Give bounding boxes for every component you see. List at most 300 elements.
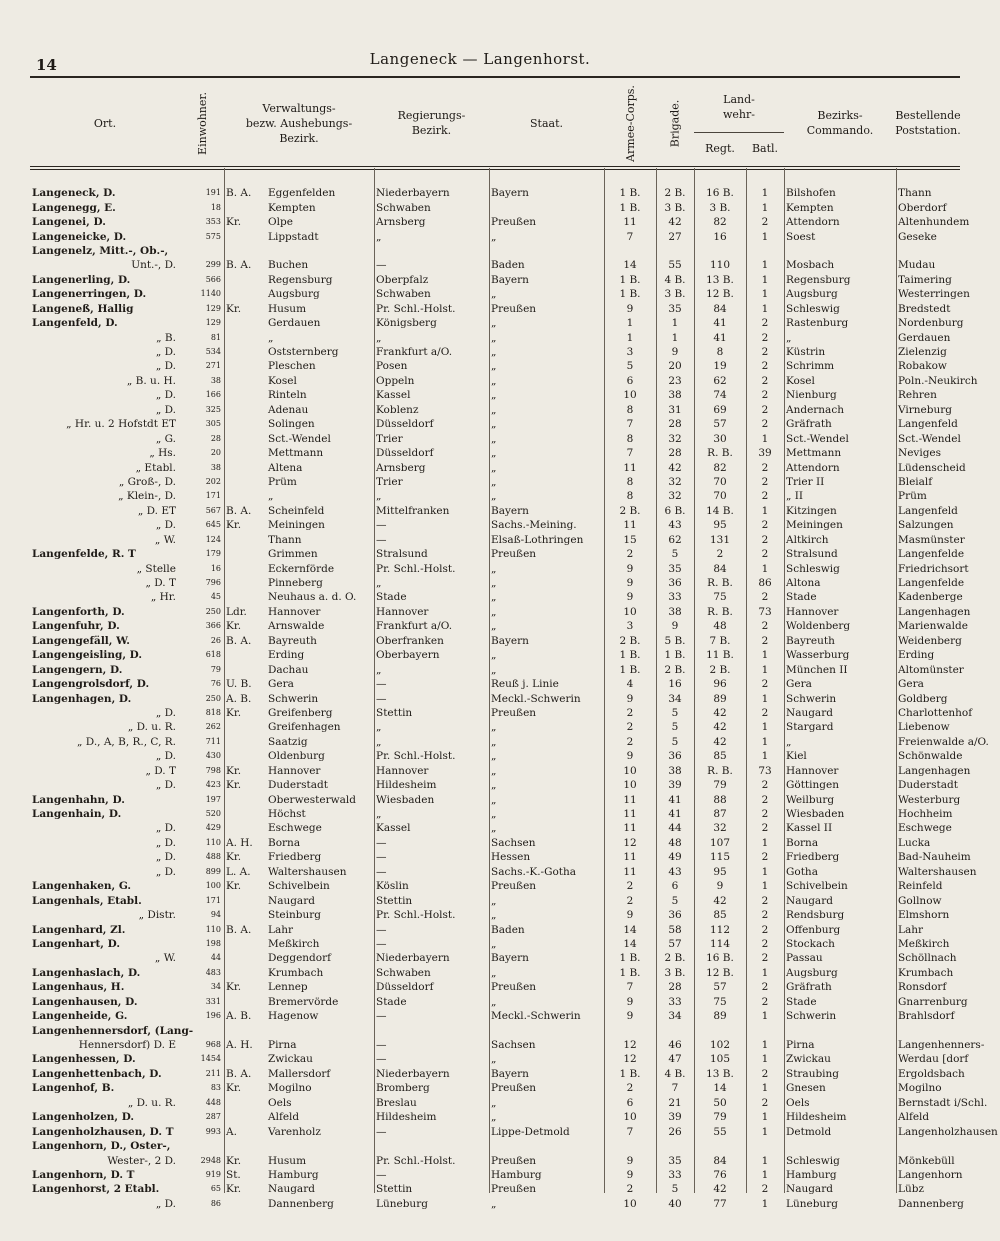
- table-row: [30, 1009, 960, 1023]
- cell-regierung: —: [376, 1168, 387, 1181]
- table-row: [30, 446, 960, 460]
- cell-regt: 82: [713, 461, 727, 474]
- cell-bezirks-commando: Gräfrath: [786, 981, 832, 994]
- cell-armeecorps: 1 B.: [619, 187, 641, 200]
- cell-bezirks-commando: Gräfrath: [786, 418, 832, 431]
- cell-brigade: 48: [668, 836, 682, 849]
- cell-ort: Langenhard, Zl.: [32, 923, 126, 936]
- cell-batl: 1: [761, 1111, 769, 1124]
- header-regt: Regt.: [705, 141, 735, 155]
- cell-armeecorps: 8: [626, 403, 634, 416]
- cell-poststation: Charlottenhof: [898, 706, 973, 719]
- cell-verwaltung: Meßkirch: [268, 937, 320, 950]
- cell-batl: 1: [761, 692, 769, 705]
- cell-poststation: Ronsdorf: [898, 981, 947, 994]
- cell-batl: 1: [761, 1125, 769, 1138]
- cell-einwohner: 18: [210, 202, 221, 212]
- table-row: [30, 1023, 960, 1037]
- cell-regt: 42: [713, 706, 727, 719]
- cell-regierung: Hildesheim: [376, 779, 437, 792]
- cell-bezirks-commando: Borna: [786, 836, 819, 849]
- cell-ort: Langenhaken, G.: [32, 880, 132, 893]
- cell-bezirk-type: Kr.: [226, 706, 242, 719]
- cell-regierung: Hannover: [376, 605, 429, 618]
- cell-bezirks-commando: Gotha: [786, 865, 818, 878]
- cell-regierung: Düsseldorf: [376, 418, 434, 431]
- table-row: [30, 330, 960, 344]
- cell-bezirks-commando: Kassel II: [786, 822, 833, 835]
- cell-batl: 2: [761, 317, 769, 330]
- cell-regierung: Stade: [376, 591, 407, 604]
- cell-regt: 88: [713, 793, 727, 806]
- cell-bezirks-commando: Nienburg: [786, 389, 837, 402]
- cell-bezirks-commando: Rastenburg: [786, 317, 849, 330]
- cell-staat: „: [491, 288, 497, 301]
- cell-einwohner: 711: [205, 736, 221, 746]
- cell-brigade: 21: [668, 1096, 682, 1109]
- cell-brigade: 34: [668, 1010, 682, 1023]
- cell-regt: 16: [713, 230, 727, 243]
- cell-brigade: 39: [668, 779, 682, 792]
- cell-einwohner: 575: [205, 231, 221, 241]
- cell-bezirk-type: [224, 533, 266, 547]
- cell-einwohner: 110: [205, 924, 221, 934]
- table-row: [30, 605, 960, 619]
- cell-staat: „: [491, 735, 497, 748]
- table-row: [30, 359, 960, 373]
- cell-armeecorps: 10: [623, 1111, 637, 1124]
- table-row: [30, 561, 960, 575]
- cell-einwohner: 110: [205, 837, 221, 847]
- cell-verwaltung: Steinburg: [268, 909, 321, 922]
- cell-staat: „: [491, 721, 497, 734]
- cell-batl: 2: [761, 403, 769, 416]
- header-armeecorps: Armee-Corps.: [623, 84, 637, 162]
- table-row: [30, 460, 960, 474]
- cell-brigade: 32: [668, 475, 682, 488]
- cell-verwaltung: Zwickau: [268, 1053, 313, 1066]
- cell-poststation: Dannenberg: [898, 1197, 964, 1210]
- cell-armeecorps: 9: [626, 909, 634, 922]
- cell-regt: 114: [709, 937, 731, 950]
- cell-staat: Preußen: [491, 1183, 537, 1196]
- cell-brigade: 31: [668, 403, 682, 416]
- cell-brigade: 33: [668, 1168, 682, 1181]
- cell-regierung: „: [376, 331, 382, 344]
- table-row: [30, 995, 960, 1009]
- cell-regt: R. B.: [707, 764, 733, 777]
- cell-batl: 2: [761, 1096, 769, 1109]
- cell-bezirk-type: [224, 403, 266, 417]
- cell-armeecorps: 1: [626, 317, 634, 330]
- cell-regierung: —: [376, 865, 387, 878]
- cell-armeecorps: 10: [623, 389, 637, 402]
- cell-poststation: Salzungen: [898, 519, 954, 532]
- cell-brigade: 44: [668, 822, 682, 835]
- cell-verwaltung: Naugard: [268, 894, 315, 907]
- cell-regt: 79: [713, 779, 727, 792]
- cell-bezirk-type: [224, 735, 266, 749]
- cell-bezirks-commando: Wasserburg: [786, 649, 850, 662]
- cell-verwaltung: Rinteln: [268, 389, 307, 402]
- cell-ort: Langenforth, D.: [32, 605, 125, 618]
- table-row: [30, 706, 960, 720]
- cell-einwohner: 100: [205, 881, 221, 891]
- table-row: [30, 879, 960, 893]
- cell-poststation: Altenhundem: [898, 216, 970, 229]
- cell-ort: Langenholzhausen, D. T: [32, 1125, 174, 1138]
- table-row: [30, 1139, 960, 1153]
- cell-ort: Langenhessen, D.: [32, 1053, 136, 1066]
- cell-regt: 79: [713, 1111, 727, 1124]
- cell-poststation: Mönkebüll: [898, 1154, 955, 1167]
- table-row: [30, 792, 960, 806]
- cell-verwaltung: Mallersdorf: [268, 1067, 331, 1080]
- cell-ort: Langenhaus, H.: [32, 981, 125, 994]
- cell-regierung: Bromberg: [376, 1082, 430, 1095]
- cell-verwaltung: Oels: [268, 1096, 292, 1109]
- cell-einwohner: [180, 244, 224, 258]
- table-row: [30, 850, 960, 864]
- cell-bezirks-commando: Woldenberg: [786, 620, 851, 633]
- cell-batl: 2: [761, 909, 769, 922]
- cell-armeecorps: 14: [623, 259, 637, 272]
- cell-bezirks-commando: Soest: [786, 230, 816, 243]
- table-row: [30, 677, 960, 691]
- cell-armeecorps: 4: [626, 678, 634, 691]
- cell-poststation: Lüdenscheid: [898, 461, 966, 474]
- cell-bezirk-type: [224, 561, 266, 575]
- cell-brigade: 5 B.: [664, 634, 686, 647]
- cell-poststation: Weidenberg: [898, 634, 962, 647]
- table-row: [30, 215, 960, 229]
- cell-poststation: Gera: [898, 678, 924, 691]
- cell-verwaltung: Lippstadt: [268, 230, 319, 243]
- cell-regierung: Stralsund: [376, 548, 428, 561]
- cell-batl: 39: [758, 447, 772, 460]
- cell-brigade: 32: [668, 490, 682, 503]
- cell-batl: 2: [761, 418, 769, 431]
- cell-verwaltung: [266, 1139, 374, 1153]
- cell-staat: Hamburg: [491, 1168, 542, 1181]
- cell-bezirk-type: [224, 749, 266, 763]
- table-row: [30, 821, 960, 835]
- table-row: [30, 1197, 960, 1211]
- cell-verwaltung: Bayreuth: [268, 634, 317, 647]
- cell-verwaltung: [266, 1023, 374, 1037]
- cell-bezirk-type: [224, 908, 266, 922]
- cell-regierung: Niederbayern: [376, 952, 450, 965]
- cell-bezirk-type: Kr.: [226, 1154, 242, 1167]
- cell-regt: 74: [713, 389, 727, 402]
- cell-ort: Langenelz, Mitt.-, Ob.-,: [32, 244, 169, 257]
- table-row: [30, 648, 960, 662]
- cell-staat: „: [491, 577, 497, 590]
- cell-staat: „: [491, 764, 497, 777]
- cell-regierung: Frankfurt a/O.: [376, 346, 453, 359]
- cell-armeecorps: 8: [626, 432, 634, 445]
- cell-poststation: Zielenzig: [898, 346, 947, 359]
- cell-staat: „: [491, 822, 497, 835]
- cell-batl: 2: [761, 490, 769, 503]
- cell-einwohner: 38: [210, 462, 221, 472]
- cell-bezirks-commando: Trier II: [786, 475, 825, 488]
- cell-ort: Langengeisling, D.: [32, 649, 143, 662]
- table-row: [30, 287, 960, 301]
- cell-ort: Langenfelde, R. T: [32, 548, 136, 561]
- cell-armeecorps: 9: [626, 1154, 634, 1167]
- cell-bezirks-commando: Stockach: [786, 937, 835, 950]
- cell-poststation: Lübz: [898, 1183, 924, 1196]
- cell-poststation: Werdau [dorf: [898, 1053, 969, 1066]
- table-row: [30, 865, 960, 879]
- cell-ort: „ W.: [154, 533, 176, 546]
- header-staat: Staat.: [530, 116, 563, 130]
- cell-regierung: Niederbayern: [376, 1067, 450, 1080]
- cell-bezirk-type: [224, 576, 266, 590]
- cell-staat: „: [491, 1111, 497, 1124]
- cell-staat: Bayern: [491, 273, 529, 286]
- cell-poststation: Taimering: [898, 273, 952, 286]
- cell-regt: 95: [713, 519, 727, 532]
- cell-verwaltung: Altena: [268, 461, 303, 474]
- table-row: [30, 316, 960, 330]
- cell-einwohner: 202: [205, 476, 221, 486]
- cell-bezirks-commando: Hildesheim: [786, 1111, 847, 1124]
- cell-staat: Preußen: [491, 706, 537, 719]
- cell-einwohner: 198: [205, 938, 221, 948]
- cell-regt: 32: [713, 822, 727, 835]
- cell-ort: „ D.: [155, 836, 176, 849]
- cell-poststation: Neviges: [898, 447, 942, 460]
- cell-regierung: Wiesbaden: [376, 793, 435, 806]
- cell-regt: 84: [713, 302, 727, 315]
- cell-staat: „: [491, 779, 497, 792]
- cell-poststation: Langenfeld: [898, 418, 958, 431]
- cell-staat: Bayern: [491, 952, 529, 965]
- cell-poststation: Masmünster: [898, 533, 965, 546]
- cell-poststation: Schönwalde: [898, 750, 963, 763]
- cell-einwohner: 2948: [200, 1155, 221, 1165]
- cell-bezirk-type: [224, 229, 266, 243]
- cell-bezirk-type: [224, 417, 266, 431]
- cell-batl: 2: [761, 216, 769, 229]
- cell-bezirks-commando: Sct.-Wendel: [786, 432, 849, 445]
- cell-poststation: Freienwalde a/O.: [898, 735, 989, 748]
- cell-staat: Baden: [491, 923, 525, 936]
- cell-regierung: —: [376, 1053, 387, 1066]
- table-row: [30, 547, 960, 561]
- cell-armeecorps: 2: [626, 548, 634, 561]
- cell-bezirks-commando: Pirna: [786, 1039, 815, 1052]
- header-regierung: Regierungs- Bezirk.: [397, 109, 466, 137]
- cell-batl: 1: [761, 201, 769, 214]
- cell-ort: „ D. u. R.: [127, 1096, 176, 1109]
- cell-staat: Lippe-Detmold: [491, 1125, 570, 1138]
- cell-ort: Langenhorst, 2 Etabl.: [32, 1183, 160, 1196]
- cell-brigade: 5: [671, 735, 679, 748]
- table-row: [30, 922, 960, 936]
- cell-regt: R. B.: [707, 605, 733, 618]
- cell-regierung: Hildesheim: [376, 1111, 437, 1124]
- cell-poststation: Langenhagen: [898, 764, 971, 777]
- cell-batl: 86: [758, 577, 772, 590]
- cell-staat: „: [491, 1197, 497, 1210]
- cell-brigade: 4 B.: [664, 1067, 686, 1080]
- cell-bezirk-type: Kr.: [226, 620, 242, 633]
- cell-verwaltung: Mettmann: [268, 447, 324, 460]
- cell-armeecorps: 12: [623, 1039, 637, 1052]
- cell-ort: „ D.: [155, 1197, 176, 1210]
- cell-ort: „ B.: [156, 331, 176, 344]
- cell-staat: „: [491, 331, 497, 344]
- cell-bezirks-commando: Altona: [786, 577, 821, 590]
- cell-bezirks-commando: Schwerin: [786, 1010, 837, 1023]
- table-row: [30, 1168, 960, 1182]
- cell-bezirks-commando: Stade: [786, 995, 817, 1008]
- cell-ort: Langenhof, B.: [32, 1082, 115, 1095]
- cell-regt: 82: [713, 216, 727, 229]
- cell-poststation: Lucka: [898, 836, 931, 849]
- cell-poststation: Erding: [898, 649, 935, 662]
- header-rule-double: [30, 169, 960, 170]
- cell-regt: 41: [713, 317, 727, 330]
- cell-staat: [489, 1139, 604, 1153]
- cell-ort: „ Groß-, D.: [118, 475, 176, 488]
- cell-regierung: [374, 1139, 489, 1153]
- cell-verwaltung: Husum: [268, 302, 307, 315]
- cell-verwaltung: Gerdauen: [268, 317, 321, 330]
- cell-brigade: 57: [668, 937, 682, 950]
- cell-brigade: 42: [668, 461, 682, 474]
- cell-regt: 19: [713, 360, 727, 373]
- cell-ort: „ D.: [155, 750, 176, 763]
- cell-brigade: 32: [668, 432, 682, 445]
- cell-batl: 2: [761, 360, 769, 373]
- cell-regt: 11 B.: [706, 649, 734, 662]
- cell-ort: Langenhorn, D. T: [32, 1168, 135, 1181]
- cell-regt: 75: [713, 591, 727, 604]
- cell-bezirk-type: Kr.: [226, 981, 242, 994]
- cell-bezirk-type: [224, 287, 266, 301]
- cell-poststation: Gollnow: [898, 894, 942, 907]
- header-landwehr: Land- wehr-: [723, 93, 755, 121]
- cell-armeecorps: 5: [626, 360, 634, 373]
- cell-bezirk-type: Kr.: [226, 302, 242, 315]
- cell-staat: „: [491, 403, 497, 416]
- cell-poststation: Gnarrenburg: [898, 995, 968, 1008]
- header-bezirks: Bezirks- Commando.: [806, 109, 874, 137]
- cell-armeecorps: 2: [626, 706, 634, 719]
- cell-staat: Sachs.-Meining.: [491, 519, 577, 532]
- cell-batl: 1: [761, 836, 769, 849]
- cell-armeecorps: 2: [626, 880, 634, 893]
- cell-verwaltung: Scheinfeld: [268, 504, 325, 517]
- cell-brigade: 36: [668, 577, 682, 590]
- cell-verwaltung: Schivelbein: [268, 880, 330, 893]
- cell-staat: „: [491, 591, 497, 604]
- cell-verwaltung: Neuhaus a. d. O.: [268, 591, 357, 604]
- cell-einwohner: 534: [205, 347, 221, 357]
- cell-armeecorps: [604, 244, 656, 258]
- cell-staat: Elsaß-Lothringen: [491, 533, 584, 546]
- cell-batl: 2: [761, 634, 769, 647]
- cell-bezirk-type: [224, 273, 266, 287]
- cell-regierung: Schwaben: [376, 288, 431, 301]
- cell-staat: Sachs.-K.-Gotha: [491, 865, 577, 878]
- cell-regierung: Kassel: [376, 822, 411, 835]
- cell-ort: „ Stelle: [136, 562, 176, 575]
- cell-staat: Reuß j. Linie: [491, 678, 559, 691]
- cell-regierung: Frankfurt a/O.: [376, 620, 453, 633]
- cell-poststation: Thann: [898, 187, 932, 200]
- cell-staat: „: [491, 360, 497, 373]
- cell-batl: 1: [761, 880, 769, 893]
- cell-bezirk-type: [224, 244, 266, 258]
- cell-batl: 1: [761, 865, 769, 878]
- cell-brigade: 58: [668, 923, 682, 936]
- table-row: [30, 1153, 960, 1167]
- cell-armeecorps: [604, 1023, 656, 1037]
- cell-bezirk-type: [224, 995, 266, 1009]
- cell-ort: Langenfuhr, D.: [32, 620, 120, 633]
- cell-verwaltung: Bremervörde: [268, 995, 339, 1008]
- cell-armeecorps: 7: [626, 447, 634, 460]
- cell-staat: Preußen: [491, 548, 537, 561]
- cell-armeecorps: 2 B.: [619, 634, 641, 647]
- cell-armeecorps: 6: [626, 1096, 634, 1109]
- cell-verwaltung: „: [268, 490, 274, 503]
- cell-bezirks-commando: Hamburg: [786, 1168, 837, 1181]
- cell-bezirk-type: [224, 547, 266, 561]
- cell-regierung: —: [376, 678, 387, 691]
- table-row: [30, 374, 960, 388]
- table-row: [30, 1096, 960, 1110]
- cell-regierung: —: [376, 937, 387, 950]
- cell-bezirks-commando: [784, 1139, 896, 1153]
- cell-batl: 2: [761, 706, 769, 719]
- cell-ort: Langenhettenbach, D.: [32, 1067, 162, 1080]
- cell-einwohner: 28: [210, 433, 221, 443]
- cell-regierung: Hannover: [376, 764, 429, 777]
- cell-bezirk-type: [224, 966, 266, 980]
- cell-regierung: „: [376, 721, 382, 734]
- cell-einwohner: 34: [210, 982, 221, 992]
- cell-poststation: Geseke: [898, 230, 937, 243]
- cell-verwaltung: [266, 244, 374, 258]
- cell-poststation: Langenfelde: [898, 577, 965, 590]
- cell-staat: Bayern: [491, 504, 529, 517]
- cell-armeecorps: [604, 1139, 656, 1153]
- cell-batl: [746, 244, 784, 258]
- cell-staat: „: [491, 447, 497, 460]
- landwehr-subrule: [694, 132, 784, 133]
- cell-bezirks-commando: Oels: [786, 1096, 810, 1109]
- cell-ort: Langenfeld, D.: [32, 317, 118, 330]
- cell-verwaltung: Schwerin: [268, 692, 319, 705]
- cell-staat: [489, 1023, 604, 1037]
- cell-bezirk-type: Ldr.: [226, 605, 247, 618]
- cell-staat: „: [491, 909, 497, 922]
- cell-bezirk-type: Kr.: [226, 1082, 242, 1095]
- cell-armeecorps: 14: [623, 923, 637, 936]
- table-row: [30, 533, 960, 547]
- table-row: [30, 431, 960, 445]
- table-row: [30, 590, 960, 604]
- cell-bezirk-type: [224, 316, 266, 330]
- cell-brigade: 47: [668, 1053, 682, 1066]
- cell-brigade: 39: [668, 1111, 682, 1124]
